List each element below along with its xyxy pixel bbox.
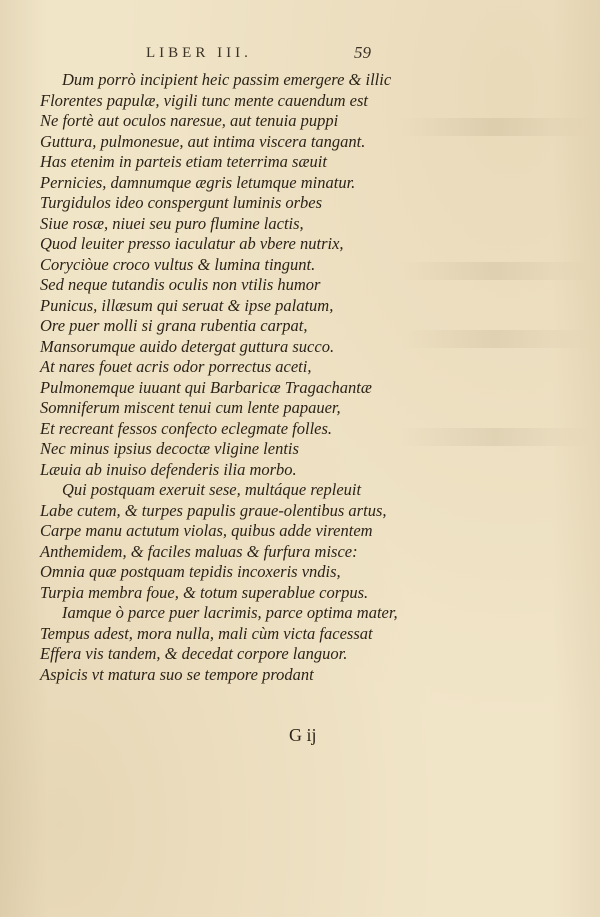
verse-line: Ne fortè aut oculos naresue, aut tenuia puppi: [40, 111, 339, 130]
page-number: 59: [354, 43, 371, 62]
verse-line: Somniferum miscent tenui cum lente papauer,: [40, 398, 341, 417]
show-through: [400, 428, 590, 446]
verse-line: Guttura, pulmonesue, aut intima viscera tangant.: [40, 131, 366, 151]
verse-line: Punicus, illæsum qui seruat & ipse palatum,: [40, 295, 334, 315]
verse-block: [40, 70, 398, 685]
verse-line: Turgidulos ideo conspergunt luminis orbes: [40, 193, 323, 212]
verse-line: Pulmonemque iuuant qui Barbaricæ Tragachantæ: [40, 377, 372, 397]
verse-line: Effera vis tandem, & decedat corpore languor.: [40, 644, 348, 663]
verse-line: Qui postquam exeruit sese, multáque repleuit: [62, 480, 362, 499]
verse-line: Aspicis vt matura suo se tempore prodant: [40, 664, 314, 684]
show-through: [400, 330, 590, 348]
verse-line: Coryciòue croco vultus & lumina tingunt.: [40, 254, 316, 274]
verse-line: Iamque ò parce puer lacrimis, parce optima mater,: [62, 603, 398, 622]
verse-line: Sed neque tutandis oculis non vtilis humor: [40, 275, 321, 294]
verse-line: Tempus adest, mora nulla, mali cùm victa facessat: [40, 623, 373, 643]
show-through: [400, 118, 590, 136]
verse-line: Et recreant fessos confecto eclegmate folles.: [40, 418, 333, 438]
verse-line: Florentes papulæ, vigili tunc mente cauendum est: [40, 90, 368, 110]
show-through: [400, 262, 590, 280]
verse-line: Nec minus ipsius decoctæ vligine lentis: [40, 439, 299, 458]
running-head: LIBER III.: [146, 45, 252, 61]
verse-line: Læuia ab inuiso defenderis ilia morbo.: [40, 459, 297, 479]
verse-line: Has etenim in parteis etiam teterrima sæuit: [40, 152, 327, 171]
verse-line: Siue rosæ, niuei seu puro flumine lactis,: [40, 213, 304, 233]
verse-line: Omnia quæ postquam tepidis incoxeris vndis,: [40, 562, 341, 581]
verse-line: Ore puer molli si grana rubentia carpat,: [40, 316, 308, 335]
verse-line: Dum porrò incipient heic passim emergere & illic: [62, 70, 392, 89]
signature-mark: G ij: [289, 725, 317, 745]
verse-line: Turpia membra foue, & totum superablue corpus.: [40, 582, 369, 602]
verse-line: Anthemidem, & faciles maluas & furfura misce:: [40, 541, 358, 561]
verse-line: Labe cutem, & turpes papulis graue-olentibus artus,: [40, 500, 387, 520]
verse-line: Mansorumque auido detergat guttura succo.: [40, 336, 335, 356]
verse-line: Carpe manu actutum violas, quibus adde virentem: [40, 521, 373, 540]
verse-line: At nares fouet acris odor porrectus aceti,: [40, 357, 312, 376]
verse-line: Pernicies, damnumque ægris letumque minatur.: [40, 172, 356, 192]
verse-line: Quod leuiter presso iaculatur ab vbere nutrix,: [40, 234, 344, 253]
